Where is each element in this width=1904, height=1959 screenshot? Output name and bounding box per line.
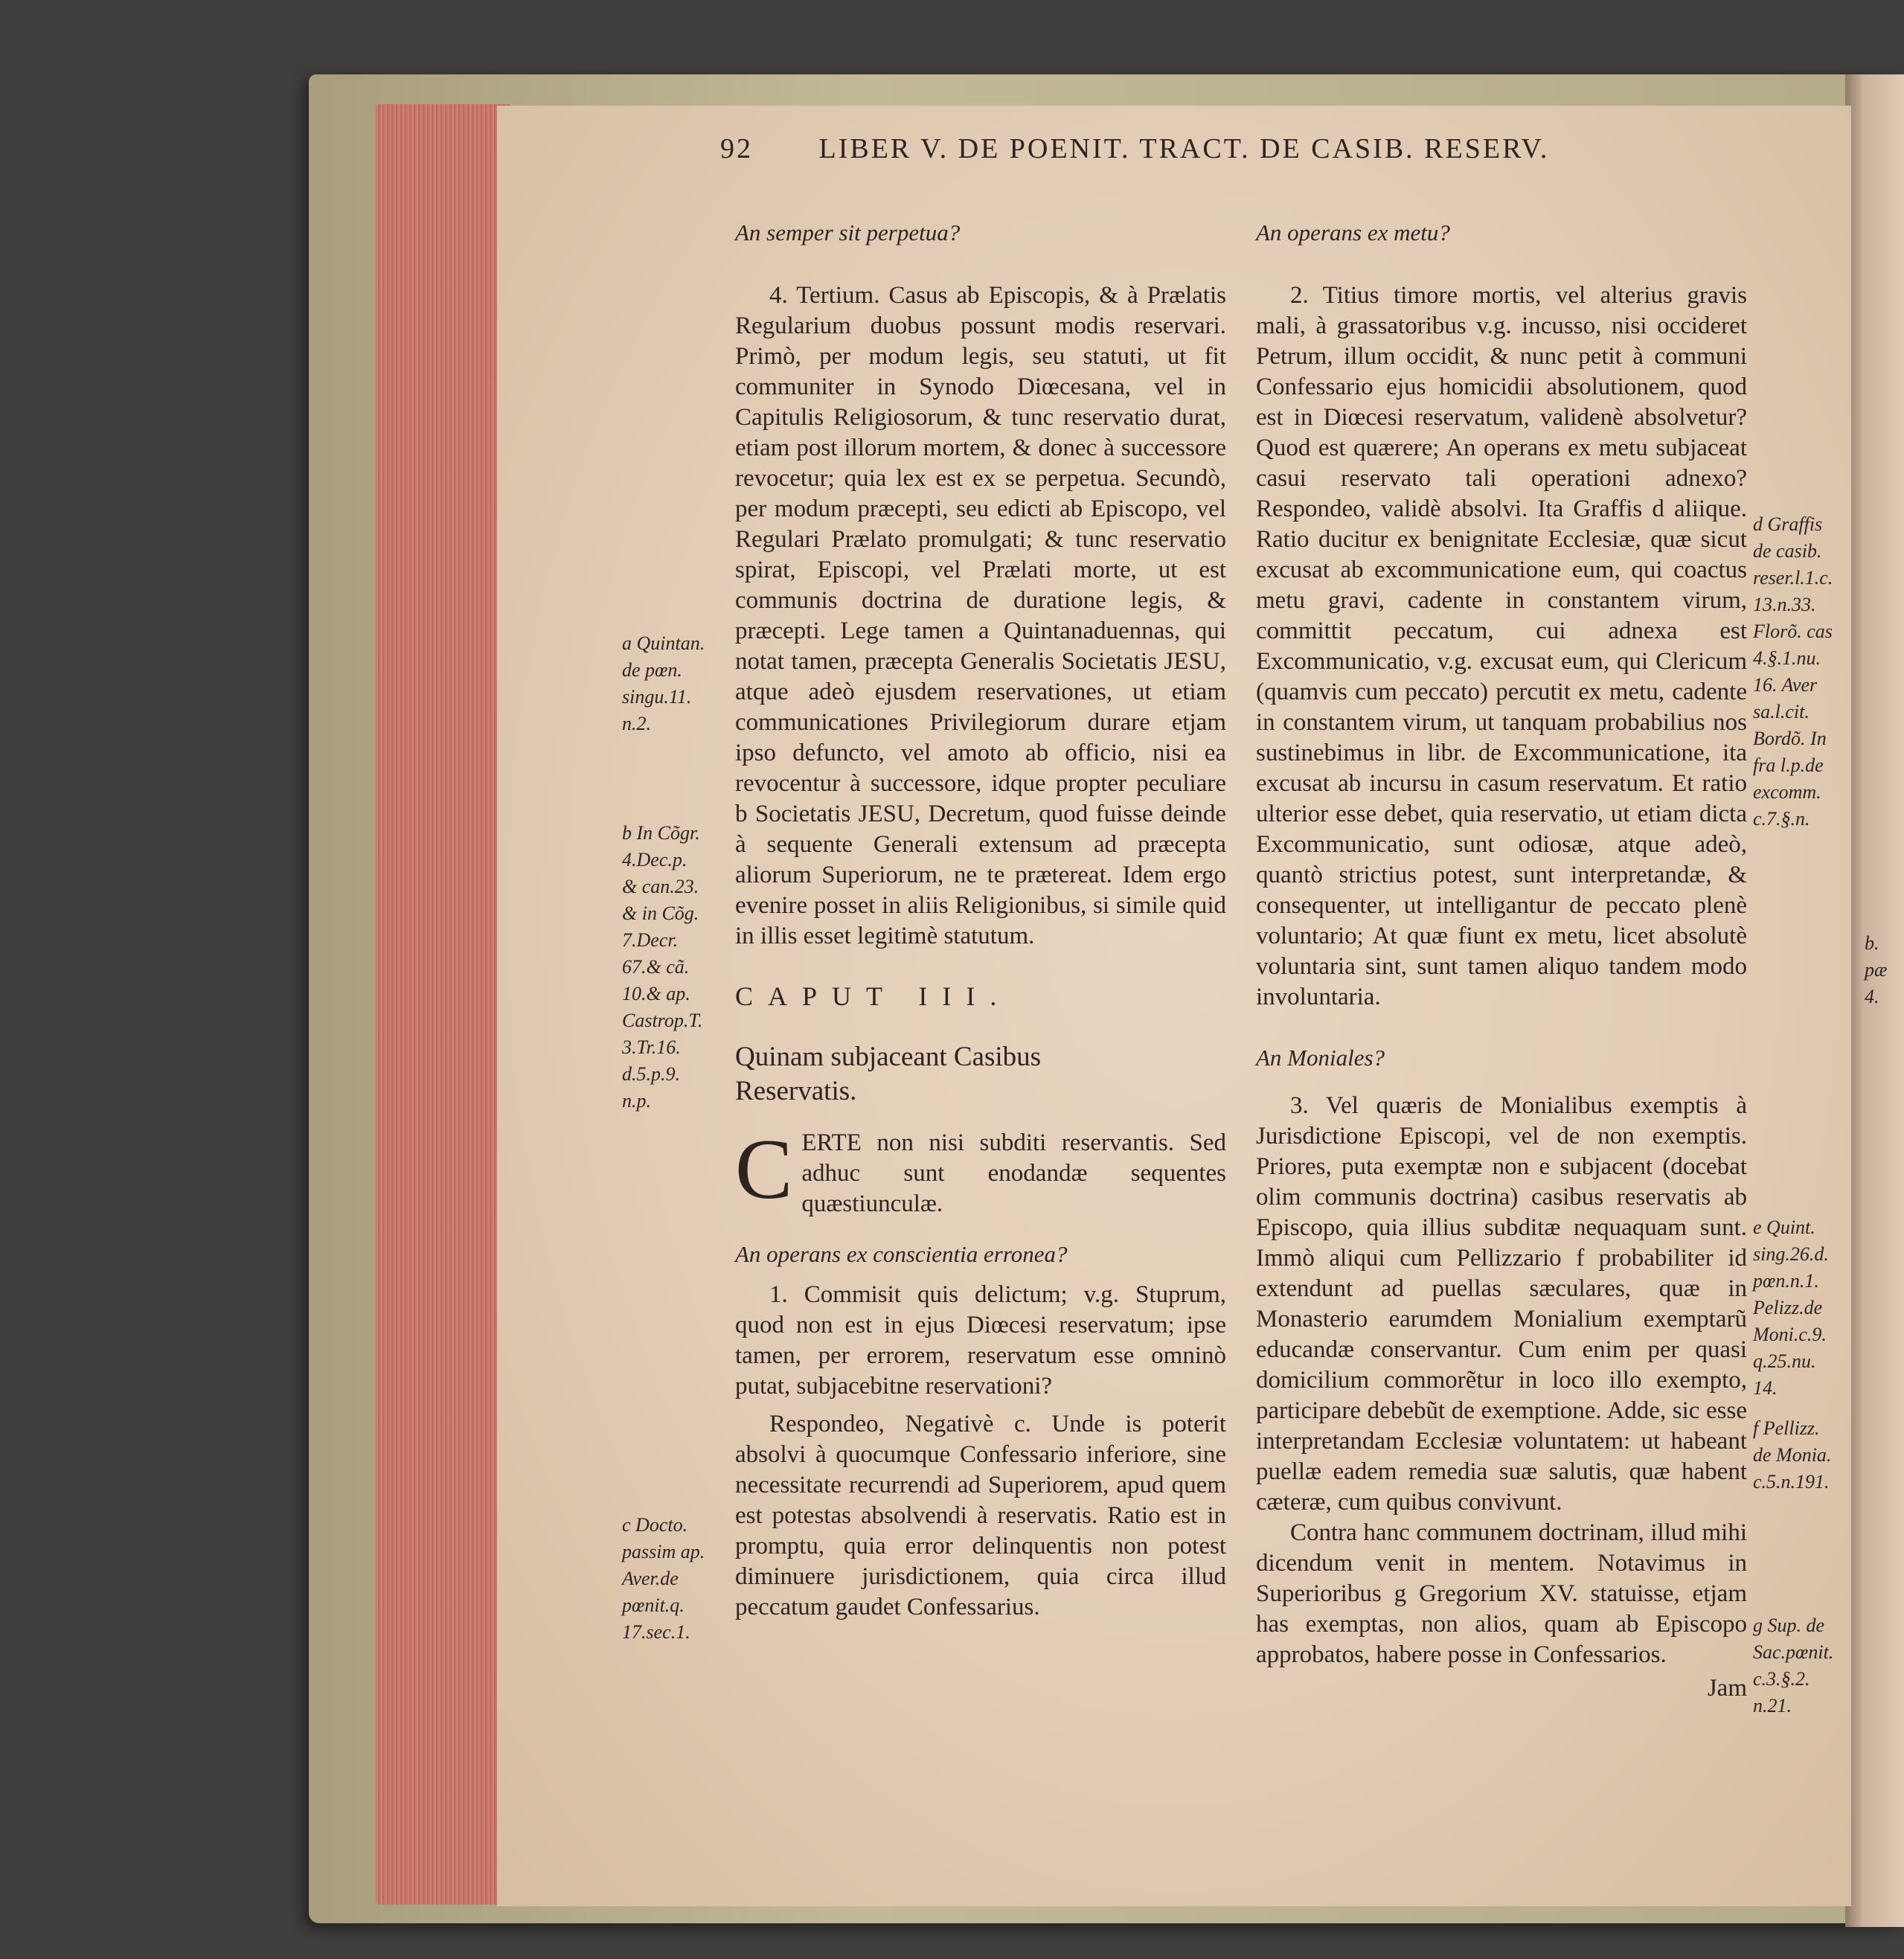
paragraph: 4. Tertium. Casus ab Episcopis, & à Prælatis Regularium duobus possunt modis reservari. Primò, per modum legis, seu statuti, ut fit communiter in Synodo Diœcesana, vel in Capitulis Religiosorum, & tunc reservatio durat, etiam post illorum mortem, & donec à successore revocetur; quia lex est ex se perpetua. Secundò, per modum præcepti, seu edicti ab Episcopo, vel Regulari Prælato promulgati; & tunc reservatio spirat, Episcopi, vel Prælati morte, ut est communis doctrina de duratione legis, & præcepti. Lege tamen a Quintanaduennas, qui notat tamen, præcepta Generalis Societatis JESU, atque adeò ejusdem reservationes, ut etiam communicationes Privilegiorum durare etjam ipso defuncto, vel amoto ab officio, nisi ea revocentur à successore, idque propter peculiare b Societatis JESU, Decretum, quod fuisse deinde à sequente Generali extensum ad præcepta aliorum Superiorum, ne te prætereat. Idem ergo evenire posset in aliis Religionibus, si simile quid in illis esset legitimè statutum. [735,282,1226,949]
next-page-margin-fragment [1865,930,1904,1010]
paragraph: 2. Titius timore mortis, vel alterius gravis mali, à grassatoribus v.g. incusso, nisi occideret Petrum, illum occidit, & nunc petit à communi Confessario ejus homicidii absolutionem, quod est in Diœcesi reservatum, validenè absolvetur? Quod est quærere; An operans ex metu subjaceat casui reservato tali operationi adnexo? Respondeo, validè absolvi. Ita Graffis d aliique. Ratio ducitur ex benignitate Ecclesiæ, quæ sicut excusat ab excommunicatione eum, qui coactus metu gravi, cadente in constantem virum, committit peccatum, cui adnexa est Excommunicatio, v.g. excusat eum, qui Clericum (quamvis cum peccato) percutit ex metu, cadente in constantem virum, ut tanquam probabilius nos sustinebimus in libr. de Excommunicatione, ita excusat ab incursu in casum reservatum. Et ratio ulterior esse debet, quia reservatio, ut etiam dicta Excommunicatio, sunt odiosæ, atque adeò, quantò strictius potest, sunt interpretandæ, & consequenter, ut intelligantur de peccato plenè voluntario; At quæ fiunt ex metu, licet absolutè voluntaria sint, sunt tamen aliquo tandem modo involuntaria. [1256,282,1747,1010]
margin-note-line: 16. Aver [1753,674,1818,696]
margin-note-line: excomm. [1753,781,1821,803]
margin-note-d [1753,511,1833,833]
subhead: An operans ex metu? [1256,219,1450,246]
margin-note-line: de casib. [1753,540,1822,562]
margin-note-line: 14. [1753,1377,1778,1399]
margin-note-line: Moni.c.9. [1753,1324,1827,1345]
margin-note-line: pœn.n.1. [1753,1270,1819,1292]
margin-note-line: Castrop.T. [622,1010,703,1031]
margin-note-line: c Docto. [622,1514,688,1536]
margin-note-line: c.7.§.n. [1753,808,1810,830]
page-edges [376,104,510,1905]
paragraph: 1. Commisit quis delictum; v.g. Stuprum, quod non est in ejus Diœcesi reservatum; ipse tamen, per errorem, reservatum esse omninò putat, subjacebitne reservationi? [735,1281,1226,1399]
left-column [735,217,1226,1623]
fragment-line: pæ [1865,959,1888,981]
page-number: 92 [720,133,753,164]
drop-cap: C [735,1122,793,1217]
margin-note-b [622,820,702,1115]
margin-note-line: de pœn. [622,659,682,681]
margin-note-line: Florõ. cas [1753,621,1833,642]
margin-note-line: n.2. [622,713,651,734]
margin-note-line: 10.& ap. [622,983,690,1004]
margin-note-line: Pelizz.de [1753,1297,1823,1318]
margin-note-line: & in Cõg. [622,902,699,924]
margin-note-line: de Monia. [1753,1444,1832,1466]
paragraph: 3. Vel quæris de Monialibus exemptis à Jurisdictione Episcopi, vel de non exemptis. Priores, puta exemptæ non e subjacent (docebat olim communis doctrina) casibus reservatis ab Episcopo, quia illius subditæ nequaquam sunt. Immò aliqui cum Pellizzario f probabiliter id extendunt ad puellas sæculares, quæ in Monasterio earumdem Monialium exemptarũ educandæ conservantur. Cum enim per quasi domicilium commorẽtur in loco illo exempto, participare debebũt de exemptione. Adde, sic esse interpretandam Ecclesiæ voluntatem: ut habeant puellæ eadem remedia suæ salutis, quæ habent cæteræ, cum quibus convivunt. [1256,1092,1747,1516]
margin-note-line: 17.sec.1. [622,1621,690,1643]
running-head [720,132,1821,165]
margin-note-line: pœnit.q. [622,1594,685,1616]
margin-note-line: 4.Dec.p. [622,849,687,871]
margin-note-line: Sac.pœnit. [1753,1641,1834,1663]
right-column [1256,217,1747,1704]
margin-note-line: c.5.n.191. [1753,1471,1830,1493]
paragraph: Respondeo, Negativè c. Unde is poterit absolvi à quocumque Confessario inferiore, sine necessitate recurrendi ad Superiorem, apud quem est potestas absolvendi à reservatis. Ratio est in promptu, quia error delinquentis non potest diminuere jurisdictionem, quia circa illud peccatum gaudet Confessarius. [735,1411,1226,1620]
margin-note-line: n.21. [1753,1695,1792,1716]
margin-note-line: Aver.de [622,1568,679,1589]
chapter-title-line: Reservatis. [735,1076,857,1106]
margin-note-line: sa.l.cit. [1753,701,1810,722]
margin-note-line: Bordõ. In [1753,728,1827,749]
margin-note-line: n.p. [622,1090,651,1112]
margin-note-a [622,630,705,737]
margin-note-line: singu.11. [622,686,692,708]
subhead: An operans ex conscientia erronea? [735,1241,1068,1267]
margin-note-line: e Quint. [1753,1216,1815,1238]
subhead: An semper sit perpetua? [735,219,961,246]
margin-note-line: a Quintan. [622,632,705,654]
margin-note-line: reser.l.1.c. [1753,567,1833,589]
margin-note-line: g Sup. de [1753,1615,1825,1636]
margin-note-f [1753,1415,1831,1495]
book-page [497,106,1851,1906]
margin-note-line: 4.§.1.nu. [1753,647,1821,669]
margin-note-line: 13.n.33. [1753,594,1816,615]
intro-text: ERTE non nisi subditi reservantis. Sed adhuc sunt enodandæ sequentes quæstiunculæ. [801,1129,1226,1217]
margin-note-g [1753,1612,1833,1719]
margin-note-line: & can.23. [622,876,699,897]
chapter-heading: CAPUT III. [735,981,1012,1011]
running-head-title: LIBER V. DE POENIT. TRACT. DE CASIB. RESERV. [818,133,1550,164]
margin-note-line: 67.& cã. [622,956,690,978]
fragment-line: b. [1865,932,1879,954]
intro-paragraph [735,1122,1226,1219]
margin-note-line: fra l.p.de [1753,754,1824,776]
margin-note-line: b In Cõgr. [622,822,700,844]
margin-note-line: d Graffis [1753,513,1823,535]
chapter-title [735,1040,1226,1109]
margin-note-line: f Pellizz. [1753,1417,1820,1439]
subhead: An Moniales? [1256,1045,1385,1071]
margin-note-line: c.3.§.2. [1753,1668,1810,1690]
margin-note-line: 7.Decr. [622,929,679,951]
margin-note-line: d.5.p.9. [622,1063,680,1085]
catchword: Jam [1707,1675,1747,1702]
margin-note-line: passim ap. [622,1541,705,1562]
margin-note-line: 3.Tr.16. [622,1036,681,1058]
paragraph: Contra hanc communem doctrinam, illud mihi dicendum venit in mentem. Notavimus in Superioribus g Gregorium XV. statuisse, etjam has exemptas, non alios, quam ab Episcopo approbatos, habere posse in Confessarios. [1256,1519,1747,1668]
chapter-title-line: Quinam subjaceant Casibus [735,1042,1042,1072]
margin-note-line: sing.26.d. [1753,1243,1829,1265]
margin-note-c [622,1512,705,1646]
margin-note-line: q.25.nu. [1753,1350,1816,1372]
margin-note-e [1753,1214,1829,1402]
fragment-line: 4. [1865,986,1879,1007]
